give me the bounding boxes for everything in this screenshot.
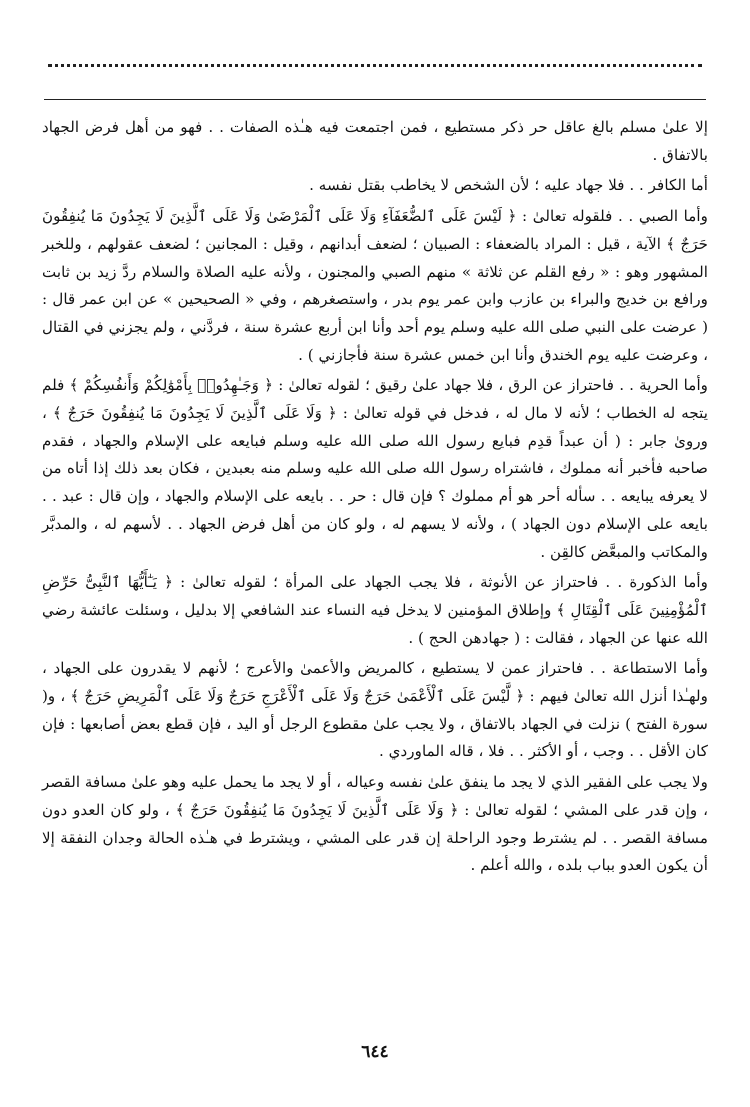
dotted-separator: [48, 64, 702, 67]
paragraph: أما الكافر . . فلا جهاد عليه ؛ لأن الشخص لا يخاطب بقتل نفسه .: [309, 176, 708, 195]
paragraph: ولا يجب على الفقير الذي لا يجد ما ينفق علىٰ نفسه وعياله ، أو لا يجد ما يحمل عليه وهو علىٰ مسافة القصر ، وإن قدر على المشي ؛ لقوله تعالىٰ : ﴿ وَلَا عَلَى ٱلَّذِينَ لَا يَجِدُونَ مَا يُنفِقُونَ حَرَجٌ ﴾ ، ولو كان العدو دون مسافة القصر . . لم يشترط وجود الراحلة إن قدر على المشي ، ويشترط في هـٰذه الحالة وجدان النفقة إلا أن يكون العدو بباب بلده ، والله أعلم .: [42, 773, 708, 875]
paragraph: وأما الصبي . . فلقوله تعالىٰ : ﴿ لَيْسَ عَلَى ٱلضُّعَفَآءِ وَلَا عَلَى ٱلْمَرْضَىٰ وَلَا عَلَى ٱلَّذِينَ لَا يَجِدُونَ مَا يُنفِقُونَ حَرَجٌ ﴾ الآية ، قيل : المراد بالضعفاء : الصبيان ؛ لضعف أبدانهم ، وقيل : المجانين ؛ لضعف عقولهم ، وللخبر المشهور وهو : « رفع القلم عن ثلاثة » منهم الصبي والمجنون ، ولأنه عليه الصلاة والسلام ردَّ زيد بن ثابت ورافع بن خديج والبراء بن عازب وابن عمر يوم بدر ، واستصغرهم ، وفي « الصحيحين » عن ابن عمر قال : ( عرضت على النبي صلى الله عليه وسلم يوم أحد وأنا ابن أربع عشرة سنة ، فردَّني ، ولم يجزني في القتال ، وعرضت عليه يوم الخندق وأنا ابن خمس عشرة سنة فأجازني ) .: [42, 207, 708, 364]
paragraph: وأما الحرية . . فاحتراز عن الرق ، فلا جهاد علىٰ رقيق ؛ لقوله تعالىٰ : ﴿ وَجَـٰهِدُوا۟ بِأَمْوَٰلِكُمْ وَأَنفُسِكُمْ ﴾ فلم يتجه له الخطاب ؛ لأنه لا مال له ، فدخل في قوله تعالىٰ : ﴿ وَلَا عَلَى ٱلَّذِينَ لَا يَجِدُونَ مَا يُنفِقُونَ حَرَجٌ ﴾ ، وروىٰ جابر : ( أن عبداً قدِم فبايع رسول الله صلى الله عليه وسلم فبايعه على الإسلام والجهاد ، فقدم صاحبه فأخبر أنه مملوك ، فاشتراه رسول الله صلى الله عليه وسلم منه بعبدين ، فكان بعد ذلك إذا أتاه من لا يعرفه يبايعه . . سأله أحر هو أم مملوك ؟ فإن قال : حر . . بايعه على الإسلام والجهاد ، وإن قال : عبد . . بايعه على الإسلام دون الجهاد ) ، ولأنه لا يسهم له ، ولو كان من أهل فرض الجهاد . . لأسهم له ، والمدبَّر والمكاتب والمبعَّض كالقِن .: [42, 376, 708, 561]
header-rule: [44, 99, 706, 100]
paragraph: وأما الاستطاعة . . فاحتراز عمن لا يستطيع ، كالمريض والأعمىٰ والأعرج ؛ لأنهم لا يقدرون على الجهاد ، ولهـٰذا أنزل الله تعالىٰ فيهم : ﴿ لَّيْسَ عَلَى ٱلْأَعْمَىٰ حَرَجٌ وَلَا عَلَى ٱلْأَعْرَجِ حَرَجٌ وَلَا عَلَى ٱلْمَرِيضِ حَرَجٌ ﴾ ، و( سورة الفتح ) نزلت في الجهاد بالاتفاق ، ولا يجب علىٰ مقطوع الرجل أو اليد ، فإن قطع بعض أصابعها : فإن كان الأقل . . وجب ، أو الأكثر . . فلا ، قاله الماوردي .: [42, 659, 708, 761]
page-number: ٦٤٤: [361, 1042, 389, 1062]
paragraph: إلا علىٰ مسلم بالغ عاقل حر ذكر مستطيع ، فمن اجتمعت فيه هـٰذه الصفات . . فهو من أهل فرض الجهاد بالاتفاق .: [42, 118, 708, 164]
paragraph: وأما الذكورة . . فاحتراز عن الأنوثة ، فلا يجب الجهاد على المرأة ؛ لقوله تعالىٰ : ﴿ يَـٰٓأَيُّهَا ٱلنَّبِىُّ حَرِّضِ ٱلْمُؤْمِنِينَ عَلَى ٱلْقِتَالِ ﴾ وإطلاق المؤمنين لا يدخل فيه النساء عند الشافعي إلا بدليل ، وسئلت عائشة رضي الله عنها عن الجهاد ، فقالت : ( جهادهن الحج ) .: [42, 573, 708, 647]
page-body: [42, 114, 708, 883]
